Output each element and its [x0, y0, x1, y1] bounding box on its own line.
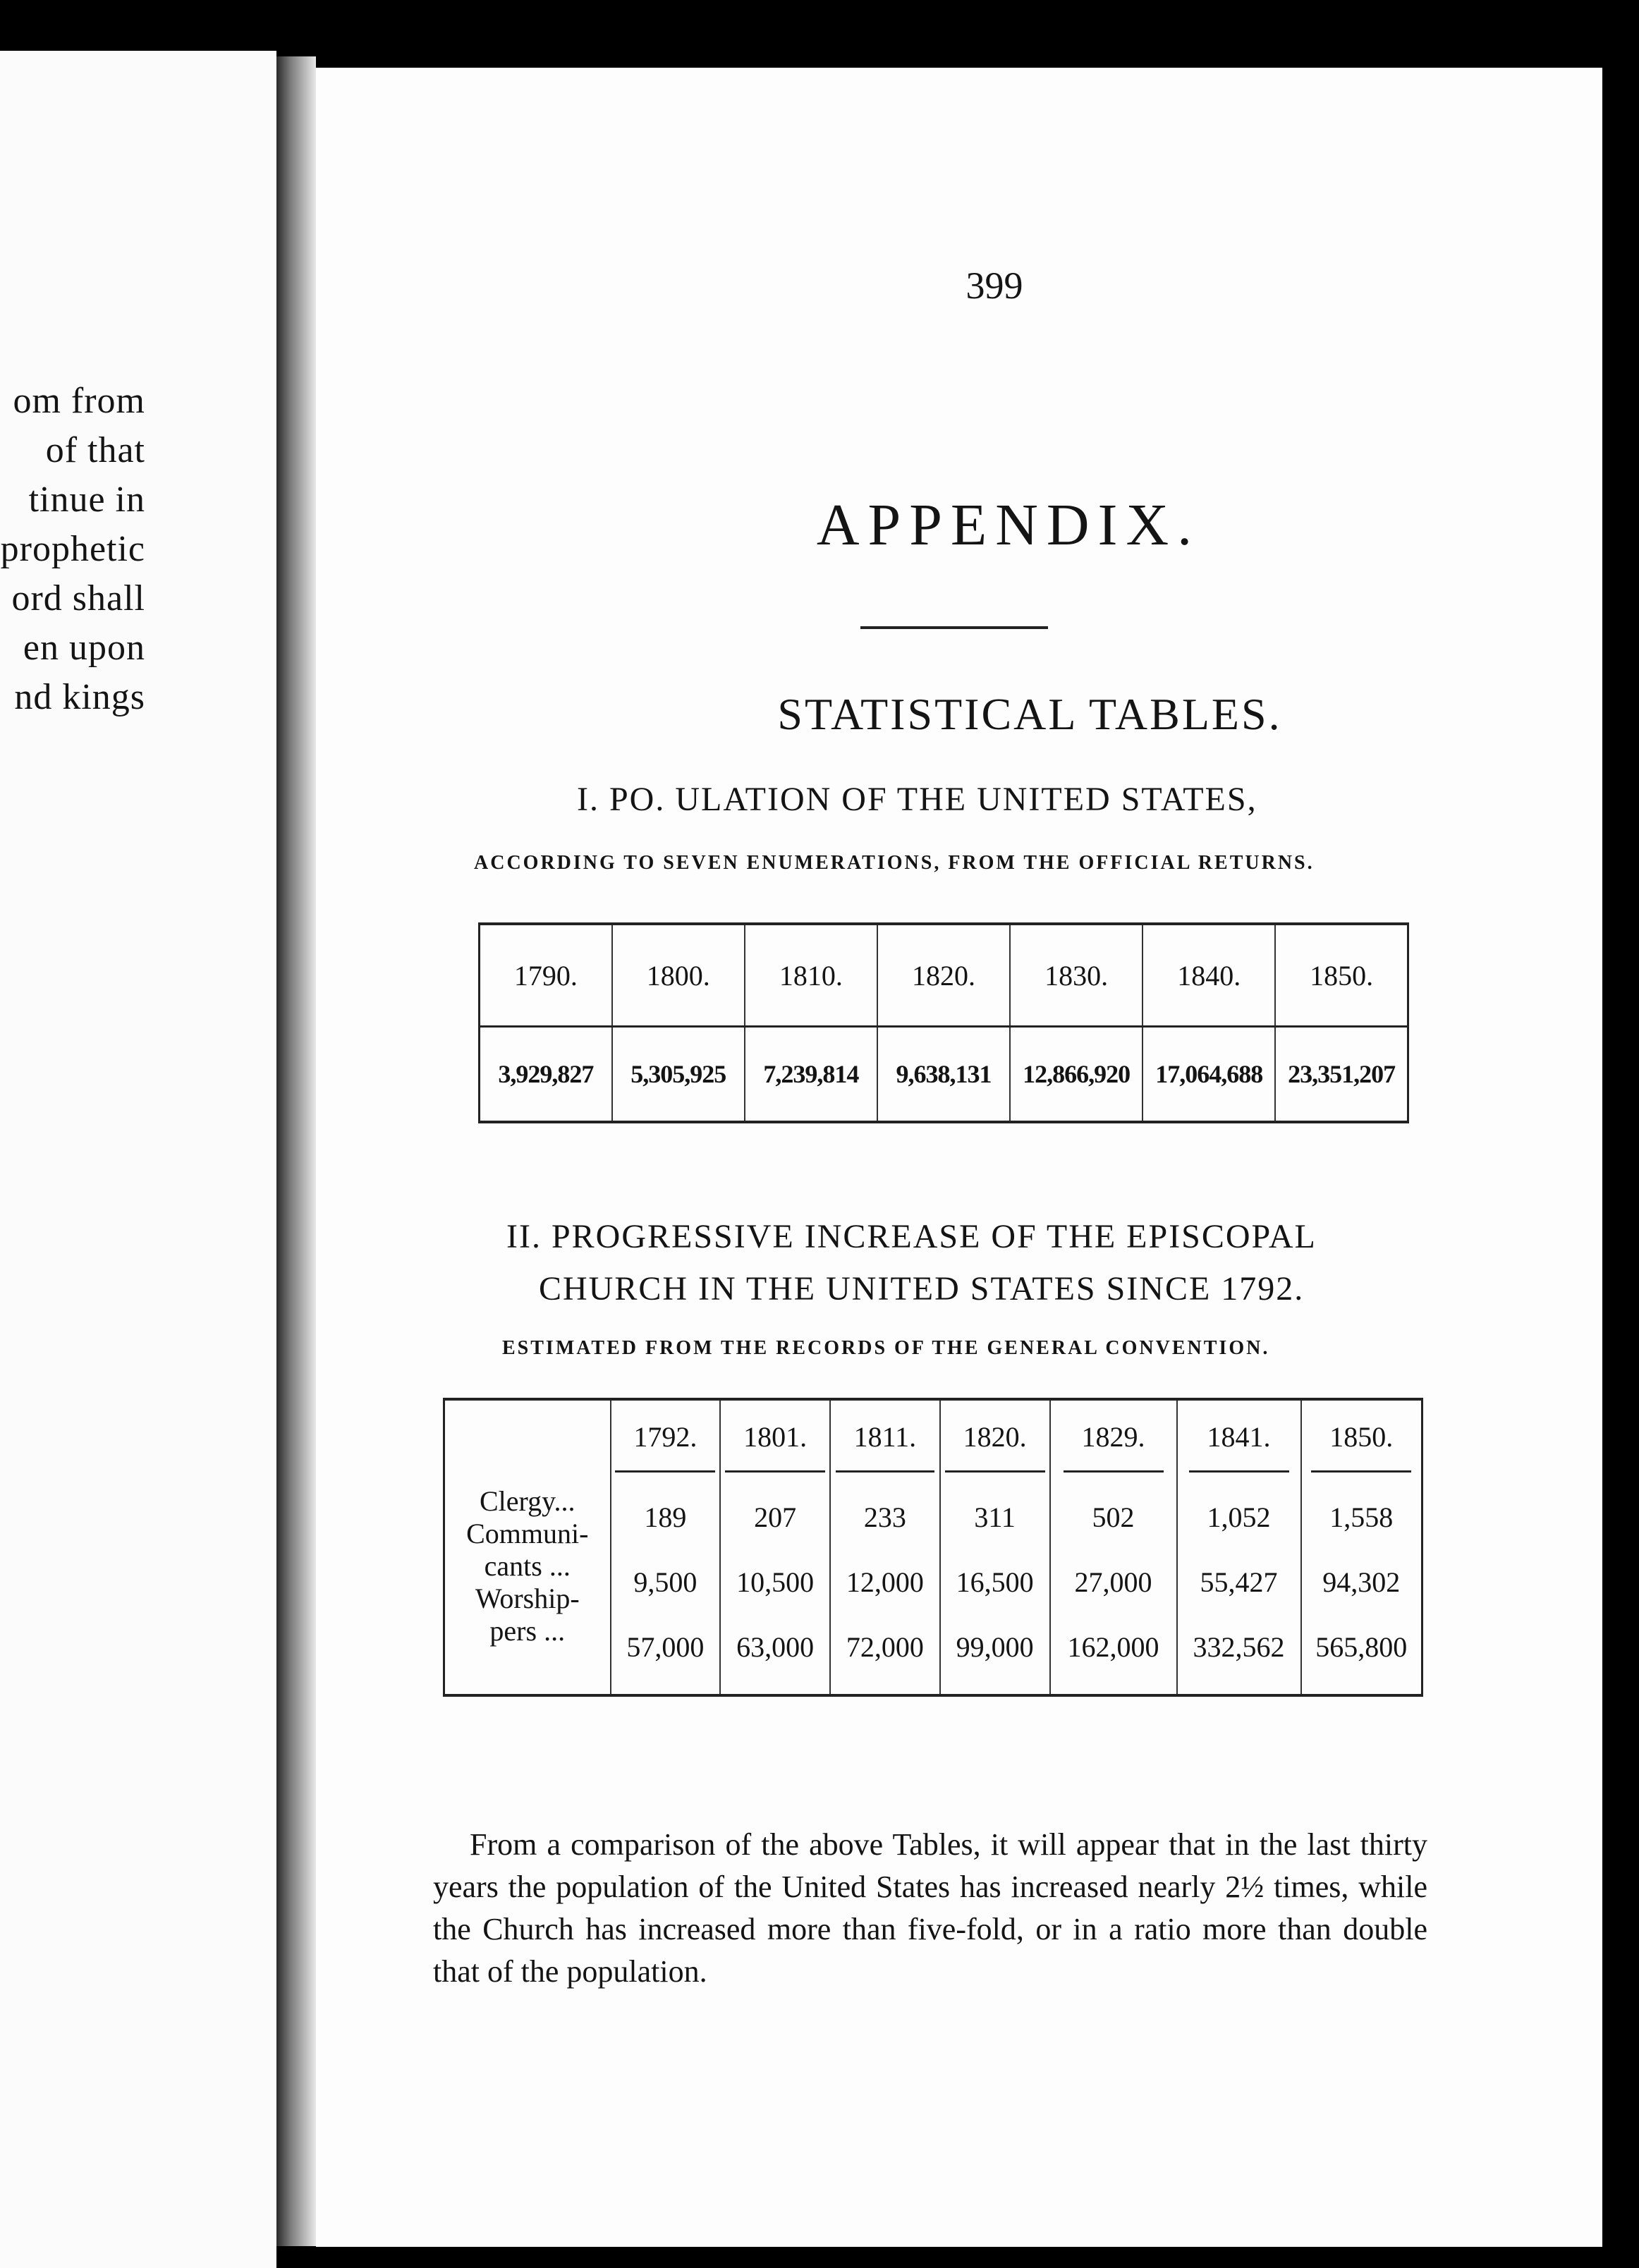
table2-heading-line2: CHURCH IN THE UNITED STATES SINCE 1792. — [539, 1270, 1305, 1307]
year-cell — [1177, 1399, 1301, 1485]
communicants-value: 94,302 — [1322, 1566, 1401, 1598]
year-label: 1801. — [725, 1413, 825, 1473]
communicants-value: 55,427 — [1200, 1566, 1278, 1598]
year-cell — [940, 1399, 1050, 1485]
row-labels — [444, 1485, 611, 1695]
year-label: 1841. — [1189, 1413, 1289, 1473]
title-divider — [860, 626, 1048, 629]
page — [316, 68, 1602, 2247]
year-cell: 1800. — [612, 924, 745, 1027]
page-number: 399 — [965, 264, 1023, 307]
section-heading: STATISTICAL TABLES. — [777, 689, 1282, 739]
table-row — [444, 1485, 1422, 1695]
left-page-line: en upon — [23, 628, 145, 668]
population-cell: 9,638,131 — [877, 1027, 1010, 1123]
worshippers-value: 57,000 — [626, 1631, 705, 1663]
table-row — [480, 924, 1408, 1027]
left-page-text — [0, 377, 145, 722]
worshippers-value: 63,000 — [736, 1631, 815, 1663]
communicants-value: 9,500 — [633, 1566, 697, 1598]
year-cell — [1050, 1399, 1177, 1485]
communicants-value: 12,000 — [846, 1566, 924, 1598]
population-cell: 3,929,827 — [498, 1060, 594, 1088]
data-column — [720, 1485, 830, 1695]
year-cell — [611, 1399, 721, 1485]
left-facing-page — [0, 51, 276, 2268]
year-cell — [720, 1399, 830, 1485]
data-column — [1301, 1485, 1422, 1695]
population-cell: 17,064,688 — [1143, 1027, 1275, 1123]
clergy-value: 502 — [1092, 1501, 1135, 1533]
communicants-value: 27,000 — [1074, 1566, 1152, 1598]
year-cell — [1301, 1399, 1422, 1485]
table2-subheading: ESTIMATED FROM THE RECORDS OF THE GENERAL CONVENTION. — [502, 1337, 1270, 1359]
year-label: 1820. — [945, 1413, 1045, 1473]
year-label: 1850. — [1311, 1413, 1411, 1473]
data-column — [1050, 1485, 1177, 1695]
conclusion-paragraph — [433, 1824, 1427, 1993]
table-row — [444, 1399, 1422, 1485]
table-row — [480, 1027, 1408, 1123]
worshippers-value: 72,000 — [846, 1631, 924, 1663]
label-worshippers-cont: pers ... — [489, 1615, 566, 1647]
communicants-value: 16,500 — [956, 1566, 1034, 1598]
year-label: 1811. — [836, 1413, 935, 1473]
clergy-value: 1,052 — [1207, 1501, 1271, 1533]
year-cell: 1820. — [877, 924, 1010, 1027]
year-label: 1829. — [1064, 1413, 1164, 1473]
left-page-line: ord shall — [11, 578, 145, 618]
label-worshippers: Worship- — [475, 1583, 580, 1614]
worshippers-value: 332,562 — [1193, 1631, 1285, 1663]
population-cell: 5,305,925 — [612, 1027, 745, 1123]
worshippers-value: 99,000 — [956, 1631, 1034, 1663]
year-cell: 1830. — [1010, 924, 1143, 1027]
clergy-value: 189 — [644, 1501, 687, 1533]
church-increase-table — [443, 1398, 1423, 1697]
year-cell — [830, 1399, 940, 1485]
left-page-line: of that — [45, 430, 145, 470]
label-communicants-cont: cants ... — [484, 1550, 571, 1582]
data-column — [940, 1485, 1050, 1695]
clergy-value: 311 — [974, 1501, 1016, 1533]
appendix-title: APPENDIX. — [816, 492, 1201, 558]
left-page-line: prophetic — [0, 529, 145, 569]
year-cell: 1840. — [1143, 924, 1275, 1027]
data-column — [830, 1485, 940, 1695]
population-table — [478, 922, 1409, 1123]
clergy-value: 1,558 — [1329, 1501, 1394, 1533]
left-page-line: om from — [13, 381, 145, 421]
empty-header-cell — [444, 1399, 611, 1485]
worshippers-value: 162,000 — [1067, 1631, 1159, 1663]
worshippers-value: 565,800 — [1315, 1631, 1408, 1663]
label-clergy: Clergy... — [479, 1485, 575, 1517]
data-column — [611, 1485, 721, 1695]
clergy-value: 207 — [754, 1501, 797, 1533]
book-gutter — [276, 56, 316, 2246]
population-cell: 12,866,920 — [1010, 1027, 1143, 1123]
population-cell: 23,351,207 — [1275, 1027, 1408, 1123]
year-cell: 1810. — [745, 924, 877, 1027]
year-cell: 1790. — [480, 924, 612, 1027]
left-page-line: nd kings — [14, 677, 145, 717]
data-column — [1177, 1485, 1301, 1695]
label-communicants: Communi- — [466, 1518, 589, 1549]
table2-heading-line1: II. PROGRESSIVE INCREASE OF THE EPISCOPAL — [506, 1218, 1317, 1255]
clergy-value: 233 — [863, 1501, 906, 1533]
table1-subheading: ACCORDING TO SEVEN ENUMERATIONS, FROM THE OFFICIAL RETURNS. — [474, 852, 1315, 874]
table1-heading: I. PO. ULATION OF THE UNITED STATES, — [577, 781, 1257, 818]
left-page-line: tinue in — [28, 480, 145, 520]
communicants-value: 10,500 — [736, 1566, 815, 1598]
year-label: 1792. — [615, 1413, 715, 1473]
year-cell: 1850. — [1275, 924, 1408, 1027]
conclusion-text: From a comparison of the above Tables, it will appear that in the last thirty years the population of the United States has increased nearly 2½ times, while the Church has increased more than five-fold, or in a ratio more than double that of the population. — [433, 1827, 1427, 1989]
population-cell: 7,239,814 — [745, 1027, 877, 1123]
